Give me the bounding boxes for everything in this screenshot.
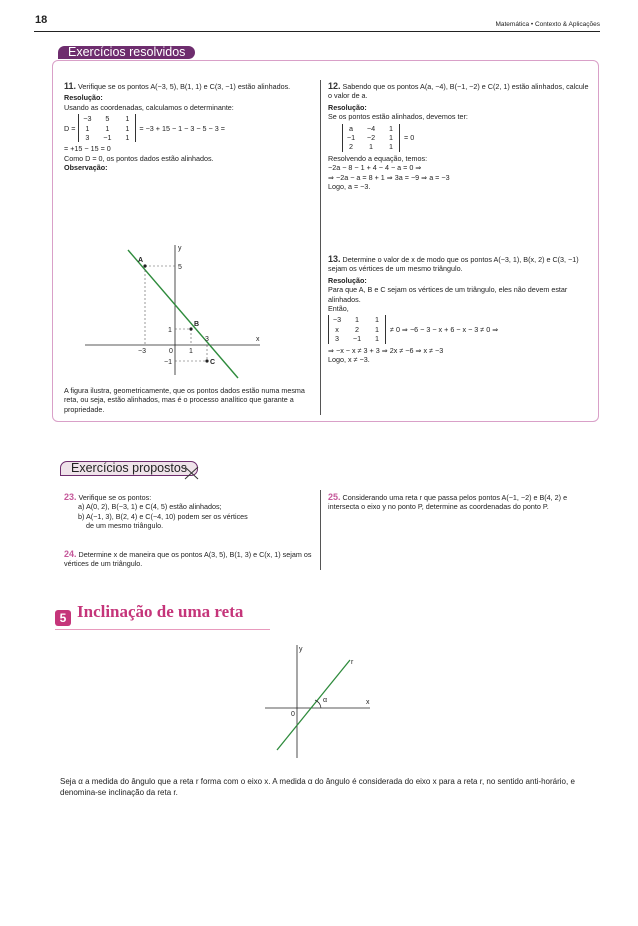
det-cell: 1 [389,142,393,152]
solution-step: ⇒ −x − x ≠ 3 + 3 ⇒ 2x ≠ −6 ⇒ x ≠ −3 [328,345,444,355]
det-cell: 3 [335,334,339,344]
exercise-number: 24. [64,549,77,559]
resolution-intro: Para que A, B e C sejam os vértices de um triângulo, eles não devem estar alinhados. [328,285,568,304]
tick-label: 0 [169,348,173,355]
solved-exercises-tab: Exercícios resolvidos [58,46,195,59]
proposed-exercises-tab: Exercícios propostos [60,461,198,476]
alignment-graph [80,240,270,380]
det-cell: −2 [366,133,376,143]
exercise-12 [328,82,593,191]
item-b: b) A(−1, 3), B(2, 4) e C(−4, 10) podem ser os vértices [78,511,248,521]
origin-label: 0 [291,711,295,718]
page-number: 18 [35,14,48,26]
inclination-graph [255,640,375,765]
resolution-label: Resolução: [328,102,367,112]
x-axis-label: x [256,336,260,343]
exercise-number: 12. [328,81,341,91]
determinant-block [328,315,593,343]
determinant-matrix [342,124,400,152]
y-axis-label: y [178,245,182,252]
exercise-23 [64,493,314,531]
y-axis-label: y [299,646,303,653]
det-row [332,315,382,324]
solving-label: Resolvendo a equação, temos: [328,153,428,163]
exercise-statement: Determine x de maneira que os pontos A(3, 5), B(1, 3) e C(x, 1) sejam os vértices de um triângulo. [64,550,312,569]
tick-label: −1 [164,359,172,366]
point-c [205,359,208,362]
tick-label: 1 [189,348,193,355]
det-cell: −4 [366,123,376,133]
det-cell: 3 [85,133,90,143]
exercise-statement: Sabendo que os pontos A(a, −4), B(−1, −2) e C(2, 1) estão alinhados, calcule o valor de a. [328,82,589,101]
figure-caption-text: A figura ilustra, geometricamente, que os pontos dados estão numa mesma reta, ou seja, estão alinhados, mas é o processo analítico que garante a propriedade. [64,386,305,414]
det-row [346,142,396,151]
exercise-13 [328,255,593,364]
det-row [346,133,396,142]
point-b [189,327,192,330]
then-label: Então, [328,304,349,314]
det-cell: 1 [125,133,130,143]
exercise-statement: Determine o valor de x de modo que os pontos A(−3, 1), B(x, 2) e C(3, −1) sejam os vértices de um mesmo triângulo. [328,255,579,274]
figure-caption [64,386,319,414]
book-title: Matemática • Contexto & Aplicações [495,21,600,28]
exercise-11 [64,82,314,173]
det-equation: ≠ 0 ⇒ −6 − 3 − x + 6 − x − 3 ≠ 0 ⇒ [390,324,499,334]
resolution-label: Resolução: [328,275,367,285]
resolution-label: Resolução: [64,93,103,103]
exercise-statement: Considerando uma reta r que passa pelos pontos A(−1, −2) e B(4, 2) e intersecta o eixo y no ponto P, determine as coordenadas do ponto P. [328,493,568,512]
det-row [82,114,132,123]
det-cell: 2 [355,324,359,334]
header-rule [34,31,600,32]
point-c-label: C [210,359,216,366]
line-through-points [128,250,238,378]
exercise-statement: Verifique se os pontos: [78,493,152,502]
solution-step: −2a − 8 − 1 + 4 − 4 − a = 0 ⇒ [328,163,422,173]
det-cell: 1 [375,315,379,325]
det-row [332,334,382,343]
det-cell: −3 [83,114,92,124]
point-a-label: A [138,257,144,264]
det-cell: 1 [355,315,359,325]
inclination-definition [60,776,595,798]
det-row [332,325,382,334]
tick-label: 3 [205,336,209,343]
x-axis-label: x [366,699,370,706]
det-cell: 1 [125,123,130,133]
item-b-continued: de um mesmo triângulo. [86,521,164,531]
exercise-number: 11. [64,81,77,91]
det-cell: x [335,324,339,334]
tick-label: −3 [138,348,146,355]
resolution-intro: Usando as coordenadas, calculamos o determinante: [64,102,234,112]
section-number-badge: 5 [55,610,71,626]
line-r [277,660,350,750]
det-result: = +15 − 15 = 0 [64,144,111,154]
exercise-number: 25. [328,492,341,502]
column-divider [320,80,321,415]
exercise-24 [64,550,314,569]
det-equation: = 0 [404,133,415,143]
det-cell: −1 [346,133,356,143]
det-cell: 1 [389,123,393,133]
determinant-matrix [78,114,136,142]
det-cell: 1 [375,324,379,334]
det-cell: −3 [332,315,342,325]
item-a: a) A(0, 2), B(−3, 1) e C(4, 5) estão alinhados; [78,502,222,512]
det-label: D = [64,123,76,133]
column-divider [320,490,321,570]
det-cell: 1 [105,123,110,133]
section-title: Inclinação de uma reta [77,602,244,621]
det-cell: a [349,123,353,133]
inclination-definition-text: Seja α a medida do ângulo que a reta r forma com o eixo x. A medida α do ângulo é considerada do eixo x para a reta r, no sentido anti-horário, e denomina-se inclinação da reta r. [60,777,575,797]
pencil-check-icon [183,464,201,482]
angle-label: α [323,697,328,704]
tick-label: 5 [178,264,182,271]
resolution-intro: Se os pontos estão alinhados, devemos ter: [328,112,468,122]
result: Logo, x ≠ −3. [328,355,370,365]
exercise-25 [328,493,593,512]
solution-step: ⇒ −2a − a = 8 + 1 ⇒ 3a = −9 ⇒ a = −3 [328,172,450,182]
line-r-label: r [351,659,354,666]
det-cell: −1 [352,334,362,344]
det-cell: 1 [389,133,393,143]
exercise-statement: Verifique se os pontos A(−3, 5), B(1, 1) e C(3, −1) estão alinhados. [78,82,291,91]
det-cell: 1 [85,123,90,133]
det-cell: 5 [105,114,110,124]
det-cell: −1 [103,133,112,143]
det-expansion: = −3 + 15 − 1 − 3 − 5 − 3 = [139,123,225,133]
det-row [82,124,132,133]
exercise-number: 23. [64,492,77,502]
section-title-underline [55,629,270,630]
determinant-block [64,114,314,142]
det-row [82,133,132,142]
point-b-label: B [194,321,200,328]
det-cell: 1 [369,142,373,152]
determinant-matrix [328,315,386,343]
determinant-block [342,124,593,152]
det-cell: 1 [375,334,379,344]
point-a [143,264,146,267]
exercise-number: 13. [328,254,341,264]
tick-label: 1 [168,327,172,334]
det-cell: 2 [349,142,353,152]
observation-label: Observação: [64,163,108,173]
det-cell: 1 [125,114,130,124]
det-row [346,124,396,133]
result: Logo, a = −3. [328,182,371,192]
conclusion: Como D = 0, os pontos dados estão alinhados. [64,153,214,163]
